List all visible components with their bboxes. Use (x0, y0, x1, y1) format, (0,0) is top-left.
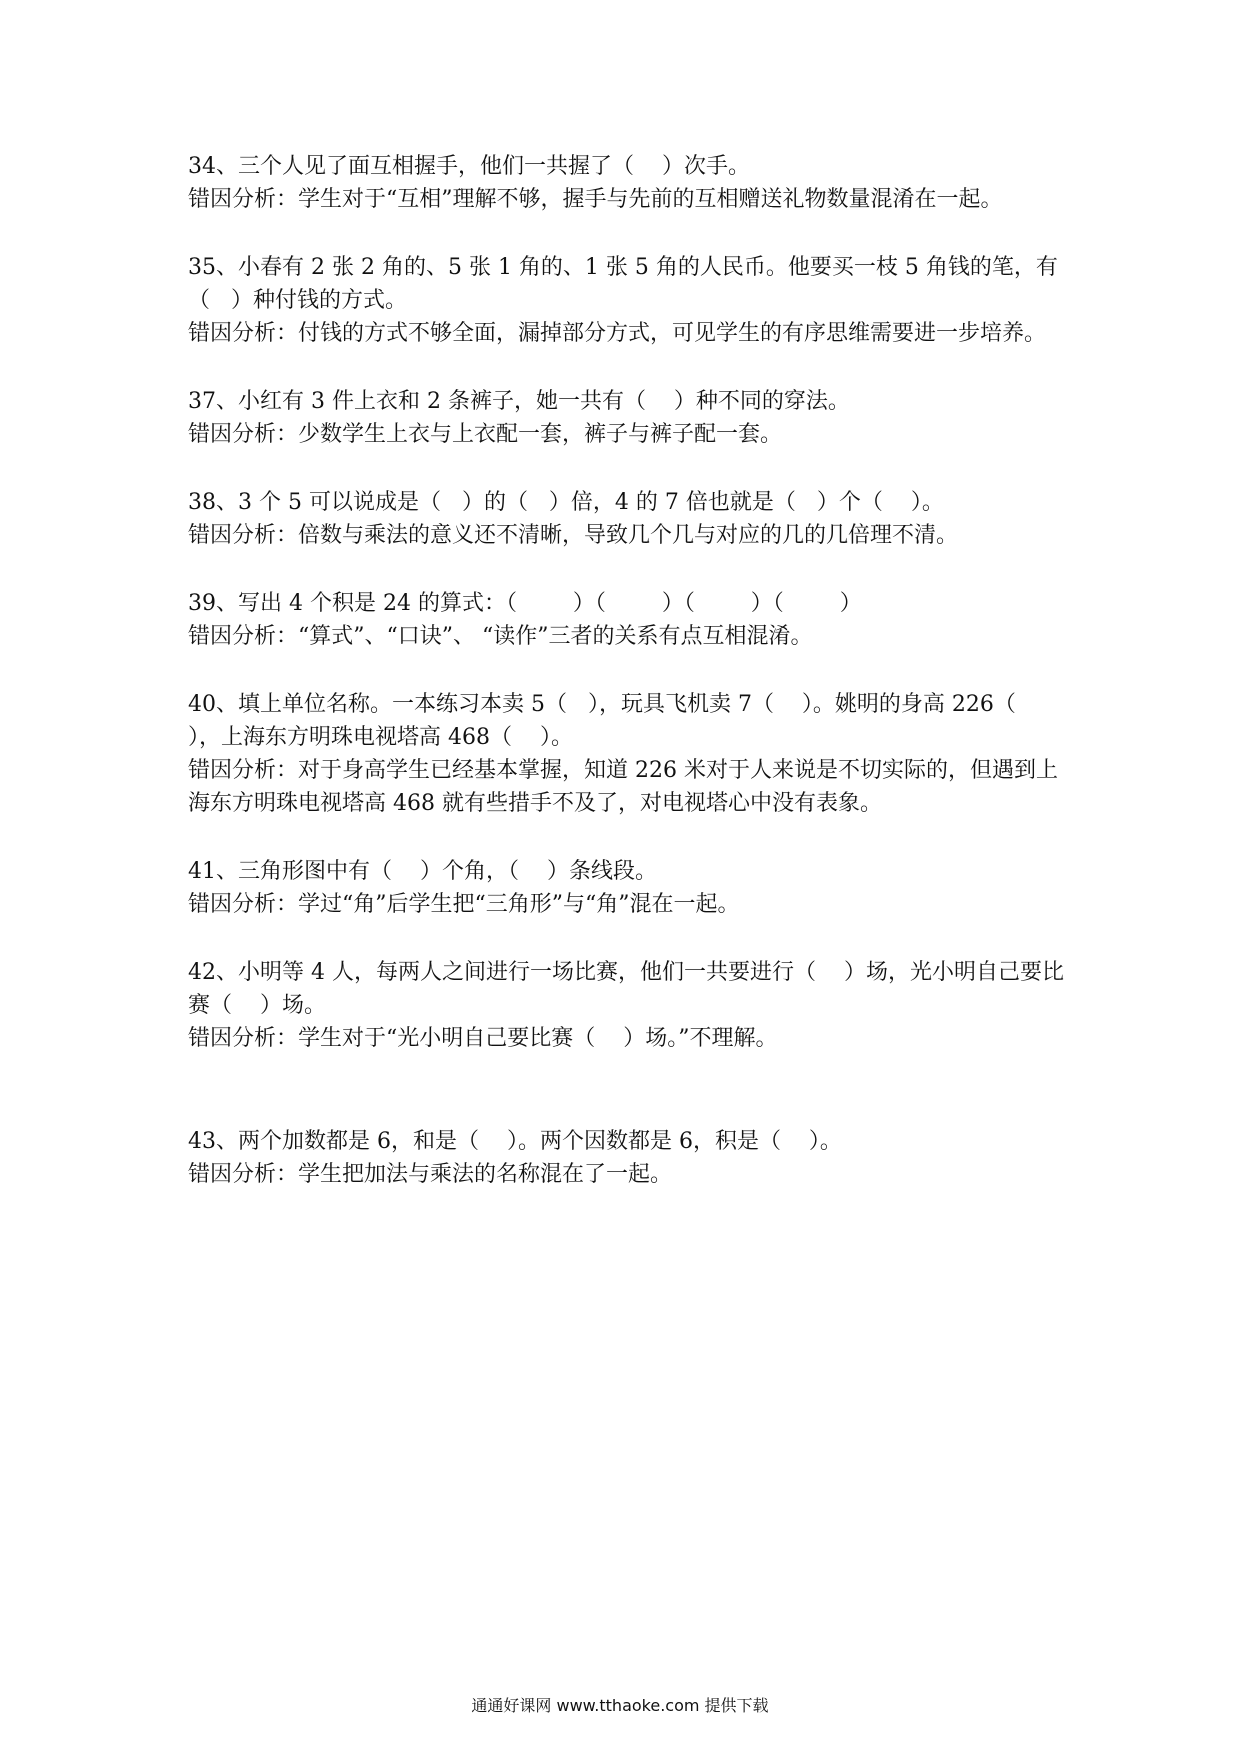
question-item-34 (188, 150, 1068, 216)
page-footer: 通通好课网 www.tthaoke.com 提供下载 (471, 1696, 769, 1715)
error-analysis-text: 错因分析：学生对于“互相”理解不够，握手与先前的互相赠送礼物数量混淆在一起。 (188, 187, 1003, 212)
question-text: 37、小红有 3 件上衣和 2 条裤子，她一共有（ ）种不同的穿法。 (188, 389, 850, 414)
question-text: 35、小春有 2 张 2 角的、5 张 1 角的、1 张 5 角的人民币。他要买一枝 5 角钱的笔，有（ ）种付钱的方式。 (188, 255, 1058, 313)
error-analysis-text: 错因分析：学生对于“光小明自己要比赛（ ）场。”不理解。 (188, 1026, 778, 1051)
question-item-42 (188, 956, 1068, 1055)
question-item-37 (188, 385, 1068, 451)
question-text: 39、写出 4 个积是 24 的算式：（ ）（ ）（ ）（ ） (188, 591, 862, 616)
question-item-38 (188, 486, 1068, 552)
question-list (188, 150, 1068, 1226)
question-item-39 (188, 587, 1068, 653)
error-analysis-text: 错因分析：倍数与乘法的意义还不清晰，导致几个几与对应的几的几倍理不清。 (188, 523, 959, 548)
question-text: 41、三角形图中有（ ）个角，（ ）条线段。 (188, 859, 657, 884)
error-analysis-text: 错因分析：付钱的方式不够全面，漏掉部分方式，可见学生的有序思维需要进一步培养。 (188, 321, 1047, 346)
question-item-41 (188, 855, 1068, 921)
question-text: 40、填上单位名称。一本练习本卖 5（ ），玩具飞机卖 7（ ）。姚明的身高 226（ ），上海东方明珠电视塔高 468（ ）。 (188, 692, 1044, 750)
error-analysis-text: 错因分析：对于身高学生已经基本掌握，知道 226 米对于人来说是不切实际的，但遇到上海东方明珠电视塔高 468 就有些措手不及了，对电视塔心中没有表象。 (188, 758, 1058, 816)
question-text: 34、三个人见了面互相握手，他们一共握了（ ）次手。 (188, 154, 750, 179)
error-analysis-text: 错因分析：少数学生上衣与上衣配一套，裤子与裤子配一套。 (188, 422, 783, 447)
error-analysis-text: 错因分析：学生把加法与乘法的名称混在了一起。 (188, 1162, 673, 1187)
question-text: 43、两个加数都是 6，和是（ ）。两个因数都是 6，积是（ ）。 (188, 1129, 842, 1154)
error-analysis-text: 错因分析：“算式”、“口诀”、 “读作”三者的关系有点互相混淆。 (188, 624, 813, 649)
question-text: 38、3 个 5 可以说成是（ ）的（ ）倍，4 的 7 倍也就是（ ）个（ ）。 (188, 490, 944, 515)
question-item-40 (188, 688, 1068, 820)
question-text: 42、小明等 4 人，每两人之间进行一场比赛，他们一共要进行（ ）场，光小明自己要比赛（ ）场。 (188, 960, 1064, 1018)
question-item-43 (188, 1125, 1068, 1191)
error-analysis-text: 错因分析：学过“角”后学生把“三角形”与“角”混在一起。 (188, 892, 740, 917)
question-item-35 (188, 251, 1068, 350)
